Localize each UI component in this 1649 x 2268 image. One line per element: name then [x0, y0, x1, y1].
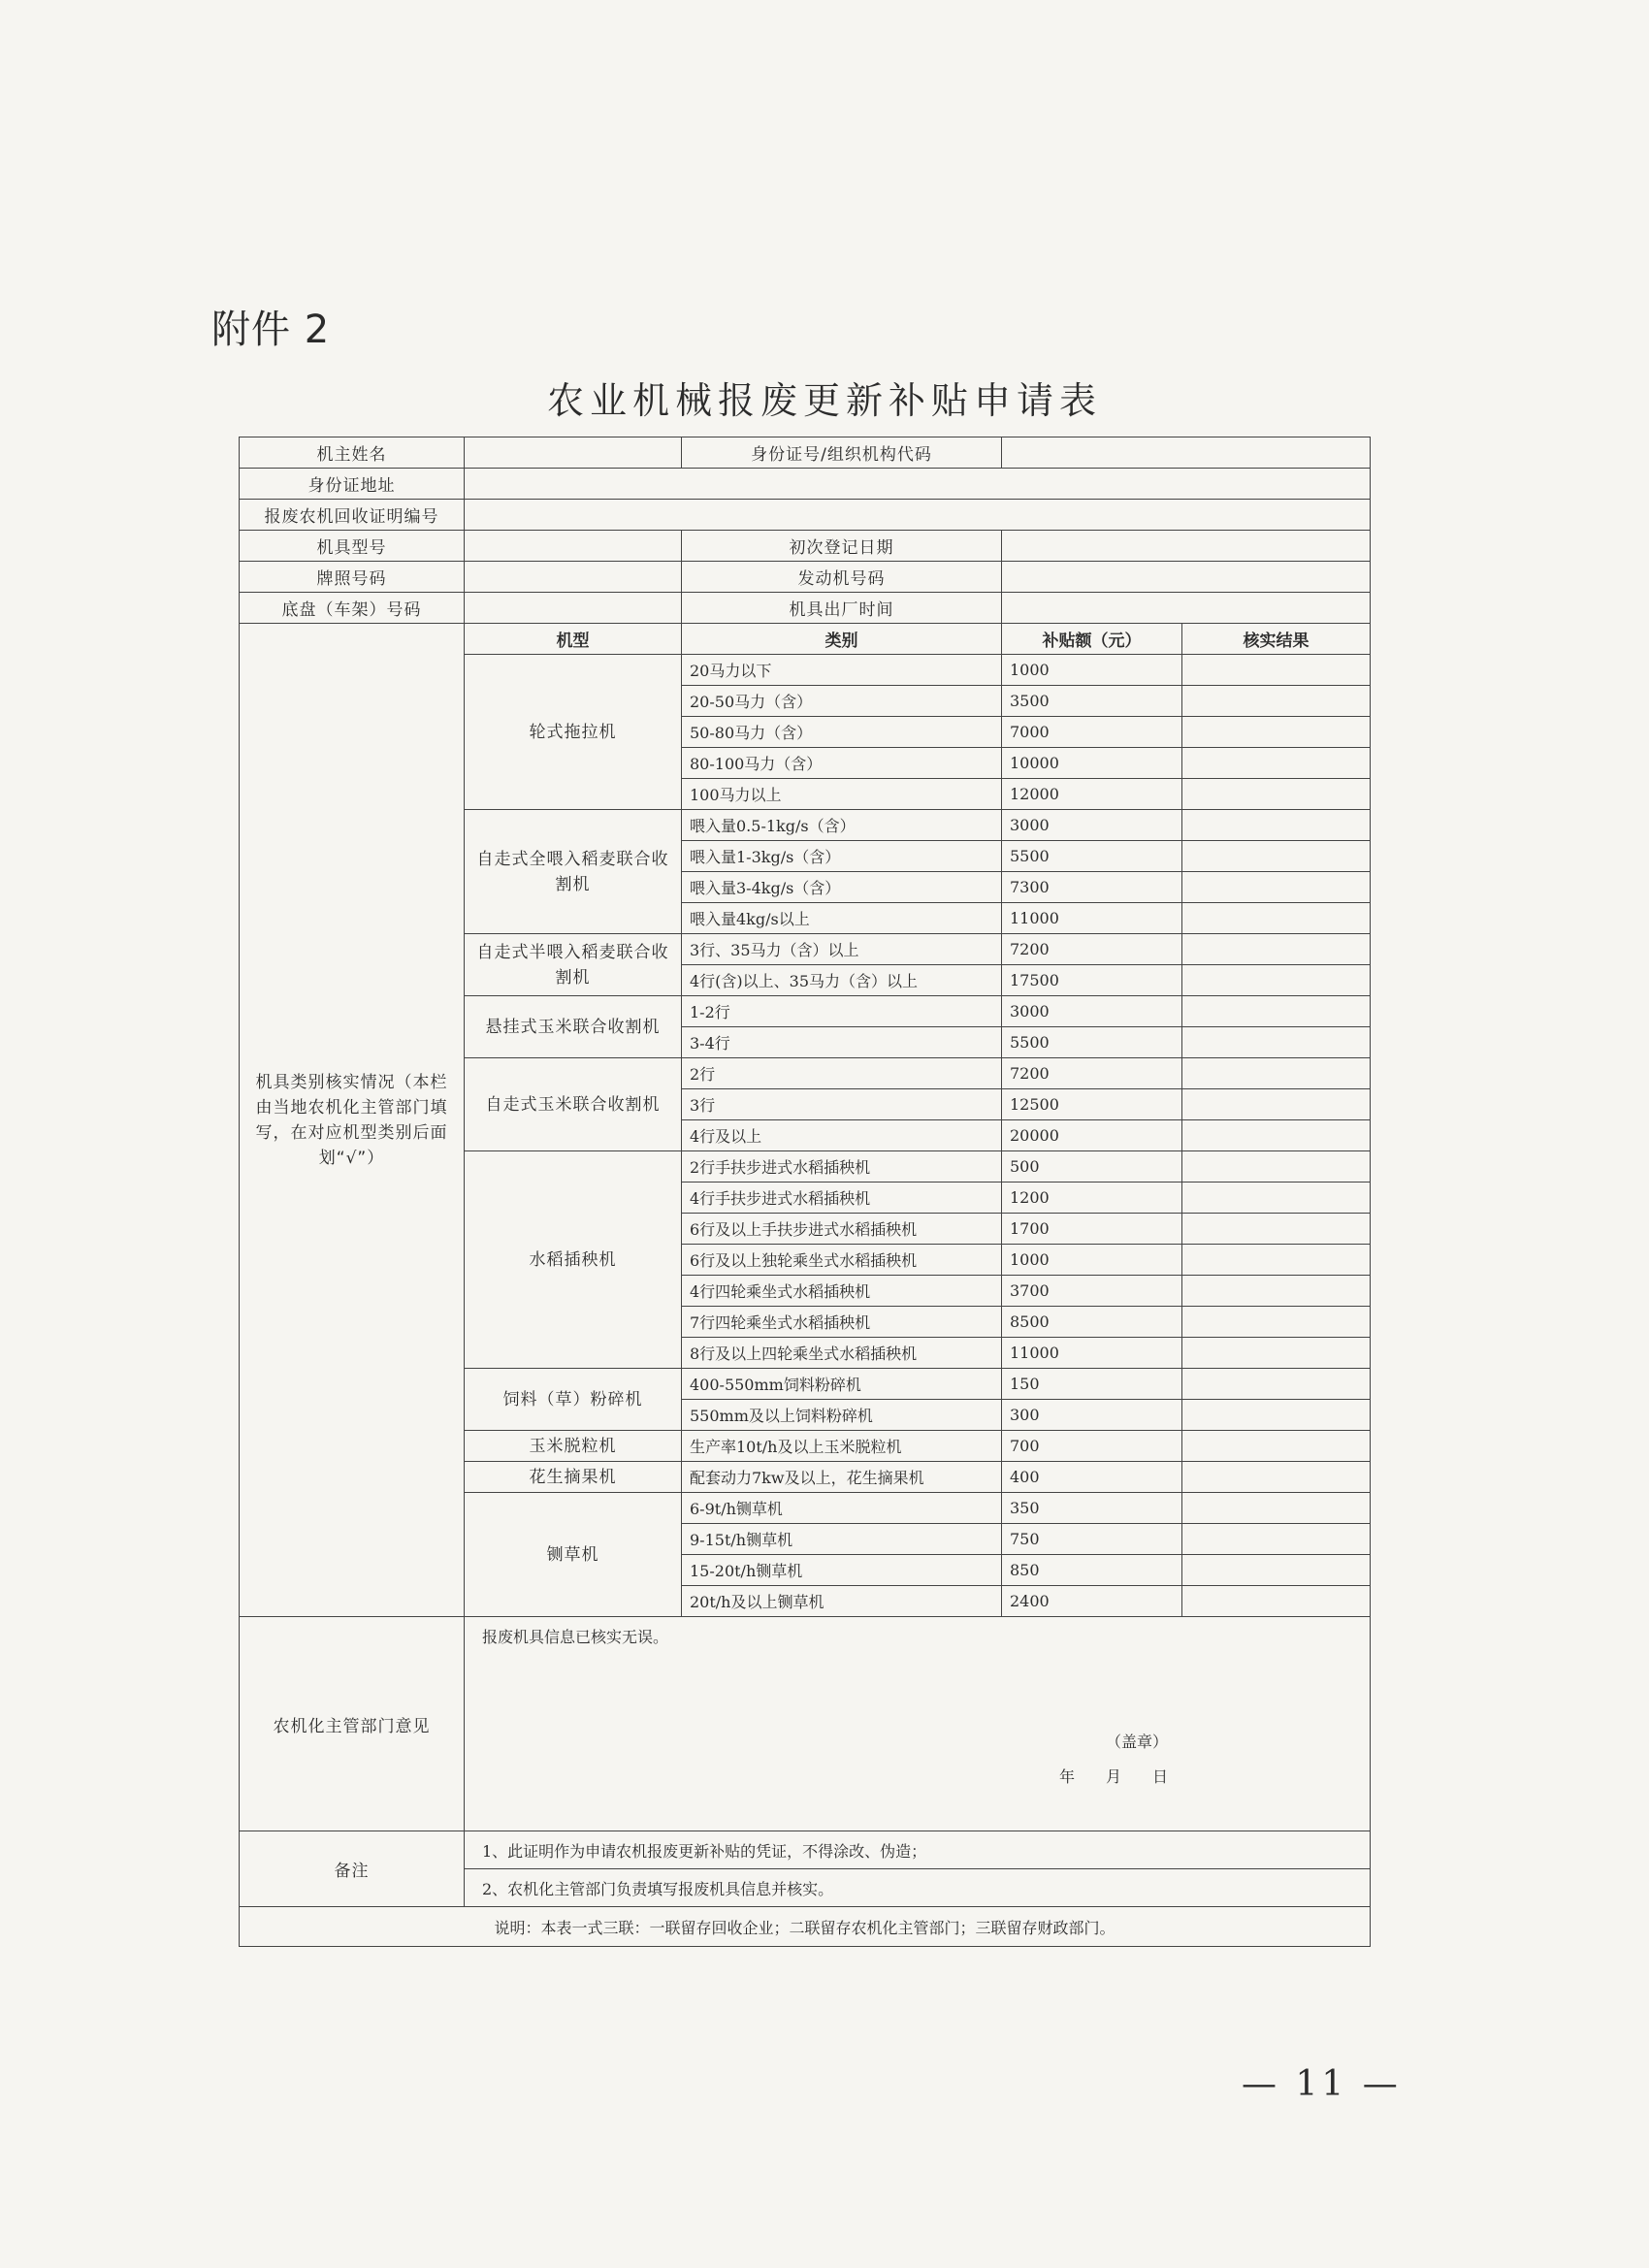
row-remark-1 [240, 1831, 1371, 1869]
chassis-no-field[interactable] [465, 593, 682, 624]
subsidy-amount-cell: 750 [1002, 1524, 1182, 1555]
factory-date-label: 机具出厂时间 [682, 593, 1002, 624]
verify-result-cell[interactable] [1182, 655, 1371, 686]
verify-result-cell[interactable] [1182, 779, 1371, 810]
category-cell: 3行、35马力（含）以上 [682, 934, 1002, 965]
category-cell: 6行及以上独轮乘坐式水稻插秧机 [682, 1245, 1002, 1276]
id-number-label: 身份证号/组织机构代码 [682, 437, 1002, 469]
verify-result-cell[interactable] [1182, 1276, 1371, 1307]
first-reg-date-field[interactable] [1002, 531, 1371, 562]
category-cell: 4行(含)以上、35马力（含）以上 [682, 965, 1002, 996]
verify-result-cell[interactable] [1182, 1245, 1371, 1276]
footer-note: 说明：本表一式三联：一联留存回收企业；二联留存农机化主管部门；三联留存财政部门。 [240, 1907, 1371, 1947]
category-cell: 7行四轮乘坐式水稻插秧机 [682, 1307, 1002, 1338]
opinion-date: 年 月 日 [1058, 1767, 1168, 1786]
header-result: 核实结果 [1182, 624, 1371, 655]
verify-result-cell[interactable] [1182, 1120, 1371, 1151]
subsidy-amount-cell: 17500 [1002, 965, 1182, 996]
machine-type-cell: 自走式全喂入稻麦联合收割机 [465, 810, 682, 934]
opinion-stamp: （盖章） [1105, 1733, 1168, 1751]
subsidy-amount-cell: 3000 [1002, 810, 1182, 841]
subsidy-amount-cell: 20000 [1002, 1120, 1182, 1151]
category-cell: 50-80马力（含） [682, 717, 1002, 748]
category-cell: 3-4行 [682, 1027, 1002, 1058]
verify-result-cell[interactable] [1182, 1369, 1371, 1400]
verify-result-cell[interactable] [1182, 1183, 1371, 1214]
row-plate [240, 562, 1371, 593]
machine-type-cell: 铡草机 [465, 1493, 682, 1617]
machine-type-cell: 自走式半喂入稻麦联合收割机 [465, 934, 682, 996]
subsidy-amount-cell: 10000 [1002, 748, 1182, 779]
verify-result-cell[interactable] [1182, 1555, 1371, 1586]
subsidy-amount-cell: 700 [1002, 1431, 1182, 1462]
plate-no-field[interactable] [465, 562, 682, 593]
row-id-address [240, 469, 1371, 500]
row-chassis [240, 593, 1371, 624]
subsidy-amount-cell: 11000 [1002, 903, 1182, 934]
verify-header-row [240, 624, 1371, 655]
remark-item-1: 1、此证明作为申请农机报废更新补贴的凭证，不得涂改、伪造； [465, 1831, 1371, 1869]
category-cell: 20t/h及以上铡草机 [682, 1586, 1002, 1617]
category-cell: 6-9t/h铡草机 [682, 1493, 1002, 1524]
subsidy-amount-cell: 300 [1002, 1400, 1182, 1431]
verify-result-cell[interactable] [1182, 1151, 1371, 1183]
category-cell: 9-15t/h铡草机 [682, 1524, 1002, 1555]
form-title: 农业机械报废更新补贴申请表 [546, 379, 1102, 422]
category-cell: 100马力以上 [682, 779, 1002, 810]
verify-result-cell[interactable] [1182, 686, 1371, 717]
verify-result-cell[interactable] [1182, 1307, 1371, 1338]
category-cell: 2行 [682, 1058, 1002, 1089]
opinion-text: 报废机具信息已核实无误。 [482, 1628, 669, 1646]
subsidy-amount-cell: 2400 [1002, 1586, 1182, 1617]
subsidy-amount-cell: 500 [1002, 1151, 1182, 1183]
category-cell: 6行及以上手扶步进式水稻插秧机 [682, 1214, 1002, 1245]
row-recycle-cert [240, 500, 1371, 531]
verify-result-cell[interactable] [1182, 1400, 1371, 1431]
subsidy-amount-cell: 3700 [1002, 1276, 1182, 1307]
category-cell: 3行 [682, 1089, 1002, 1120]
header-category: 类别 [682, 624, 1002, 655]
subsidy-amount-cell: 12500 [1002, 1089, 1182, 1120]
verify-result-cell[interactable] [1182, 841, 1371, 872]
remarks-label: 备注 [240, 1831, 465, 1907]
verify-result-cell[interactable] [1182, 903, 1371, 934]
category-cell: 喂入量1-3kg/s（含） [682, 841, 1002, 872]
attachment-label: 附件 2 [211, 308, 331, 352]
verify-result-cell[interactable] [1182, 1462, 1371, 1493]
opinion-label: 农机化主管部门意见 [240, 1617, 465, 1831]
subsidy-amount-cell: 5500 [1002, 1027, 1182, 1058]
id-address-field[interactable] [465, 469, 1371, 500]
category-cell: 8行及以上四轮乘坐式水稻插秧机 [682, 1338, 1002, 1369]
verify-result-cell[interactable] [1182, 934, 1371, 965]
category-cell: 喂入量4kg/s以上 [682, 903, 1002, 934]
category-cell: 400-550mm饲料粉碎机 [682, 1369, 1002, 1400]
row-machine-model [240, 531, 1371, 562]
category-cell: 2行手扶步进式水稻插秧机 [682, 1151, 1002, 1183]
category-cell: 550mm及以上饲料粉碎机 [682, 1400, 1002, 1431]
machine-type-cell: 饲料（草）粉碎机 [465, 1369, 682, 1431]
page-number: — 11 — [1242, 2064, 1402, 2104]
category-cell: 4行四轮乘坐式水稻插秧机 [682, 1276, 1002, 1307]
header-model: 机型 [465, 624, 682, 655]
subsidy-amount-cell: 1200 [1002, 1183, 1182, 1214]
subsidy-amount-cell: 11000 [1002, 1338, 1182, 1369]
verify-result-cell[interactable] [1182, 872, 1371, 903]
owner-name-field[interactable] [465, 437, 682, 469]
verify-result-cell[interactable] [1182, 717, 1371, 748]
category-cell: 生产率10t/h及以上玉米脱粒机 [682, 1431, 1002, 1462]
category-cell: 20-50马力（含） [682, 686, 1002, 717]
chassis-no-label: 底盘（车架）号码 [240, 593, 465, 624]
verify-result-cell[interactable] [1182, 1586, 1371, 1617]
id-address-label: 身份证地址 [240, 469, 465, 500]
category-cell: 1-2行 [682, 996, 1002, 1027]
subsidy-amount-cell: 150 [1002, 1369, 1182, 1400]
engine-no-label: 发动机号码 [682, 562, 1002, 593]
subsidy-amount-cell: 7200 [1002, 1058, 1182, 1089]
machine-type-cell: 悬挂式玉米联合收割机 [465, 996, 682, 1058]
subsidy-application-form [239, 437, 1371, 1947]
subsidy-amount-cell: 850 [1002, 1555, 1182, 1586]
category-cell: 配套动力7kw及以上，花生摘果机 [682, 1462, 1002, 1493]
subsidy-amount-cell: 12000 [1002, 779, 1182, 810]
remark-item-2: 2、农机化主管部门负责填写报废机具信息并核实。 [465, 1869, 1371, 1907]
verify-result-cell[interactable] [1182, 748, 1371, 779]
engine-no-field[interactable] [1002, 562, 1371, 593]
factory-date-field[interactable] [1002, 593, 1371, 624]
category-cell: 20马力以下 [682, 655, 1002, 686]
category-cell: 15-20t/h铡草机 [682, 1555, 1002, 1586]
first-reg-date-label: 初次登记日期 [682, 531, 1002, 562]
category-cell: 4行及以上 [682, 1120, 1002, 1151]
verify-result-cell[interactable] [1182, 1431, 1371, 1462]
subsidy-amount-cell: 1700 [1002, 1214, 1182, 1245]
verify-result-cell[interactable] [1182, 1058, 1371, 1089]
machine-type-cell: 水稻插秧机 [465, 1151, 682, 1369]
verify-result-cell[interactable] [1182, 1493, 1371, 1524]
id-number-field[interactable] [1002, 437, 1371, 469]
subsidy-amount-cell: 3500 [1002, 686, 1182, 717]
subsidy-amount-cell: 8500 [1002, 1307, 1182, 1338]
subsidy-amount-cell: 5500 [1002, 841, 1182, 872]
verify-result-cell[interactable] [1182, 1338, 1371, 1369]
recycle-cert-label: 报废农机回收证明编号 [240, 500, 465, 531]
category-cell: 80-100马力（含） [682, 748, 1002, 779]
plate-no-label: 牌照号码 [240, 562, 465, 593]
subsidy-amount-cell: 400 [1002, 1462, 1182, 1493]
row-opinion [240, 1617, 1371, 1831]
machine-type-cell: 自走式玉米联合收割机 [465, 1058, 682, 1151]
machine-model-label: 机具型号 [240, 531, 465, 562]
recycle-cert-field[interactable] [465, 500, 1371, 531]
category-cell: 喂入量0.5-1kg/s（含） [682, 810, 1002, 841]
verify-result-cell[interactable] [1182, 1089, 1371, 1120]
subsidy-amount-cell: 7000 [1002, 717, 1182, 748]
header-amount: 补贴额（元） [1002, 624, 1182, 655]
subsidy-amount-cell: 7200 [1002, 934, 1182, 965]
row-owner [240, 437, 1371, 469]
row-footer-note [240, 1907, 1371, 1947]
subsidy-amount-cell: 7300 [1002, 872, 1182, 903]
subsidy-amount-cell: 1000 [1002, 655, 1182, 686]
verify-section-label: 机具类别核实情况（本栏由当地农机化主管部门填写，在对应机型类别后面划“√”） [240, 624, 465, 1617]
machine-type-cell: 轮式拖拉机 [465, 655, 682, 810]
verify-result-cell[interactable] [1182, 965, 1371, 996]
owner-name-label: 机主姓名 [240, 437, 465, 469]
machine-type-cell: 玉米脱粒机 [465, 1431, 682, 1462]
subsidy-amount-cell: 1000 [1002, 1245, 1182, 1276]
verify-result-cell[interactable] [1182, 1027, 1371, 1058]
verify-result-cell[interactable] [1182, 1214, 1371, 1245]
subsidy-amount-cell: 3000 [1002, 996, 1182, 1027]
category-cell: 4行手扶步进式水稻插秧机 [682, 1183, 1002, 1214]
verify-result-cell[interactable] [1182, 996, 1371, 1027]
verify-result-cell[interactable] [1182, 810, 1371, 841]
machine-type-cell: 花生摘果机 [465, 1462, 682, 1493]
machine-model-field[interactable] [465, 531, 682, 562]
subsidy-amount-cell: 350 [1002, 1493, 1182, 1524]
category-cell: 喂入量3-4kg/s（含） [682, 872, 1002, 903]
verify-result-cell[interactable] [1182, 1524, 1371, 1555]
opinion-cell[interactable] [465, 1617, 1371, 1831]
